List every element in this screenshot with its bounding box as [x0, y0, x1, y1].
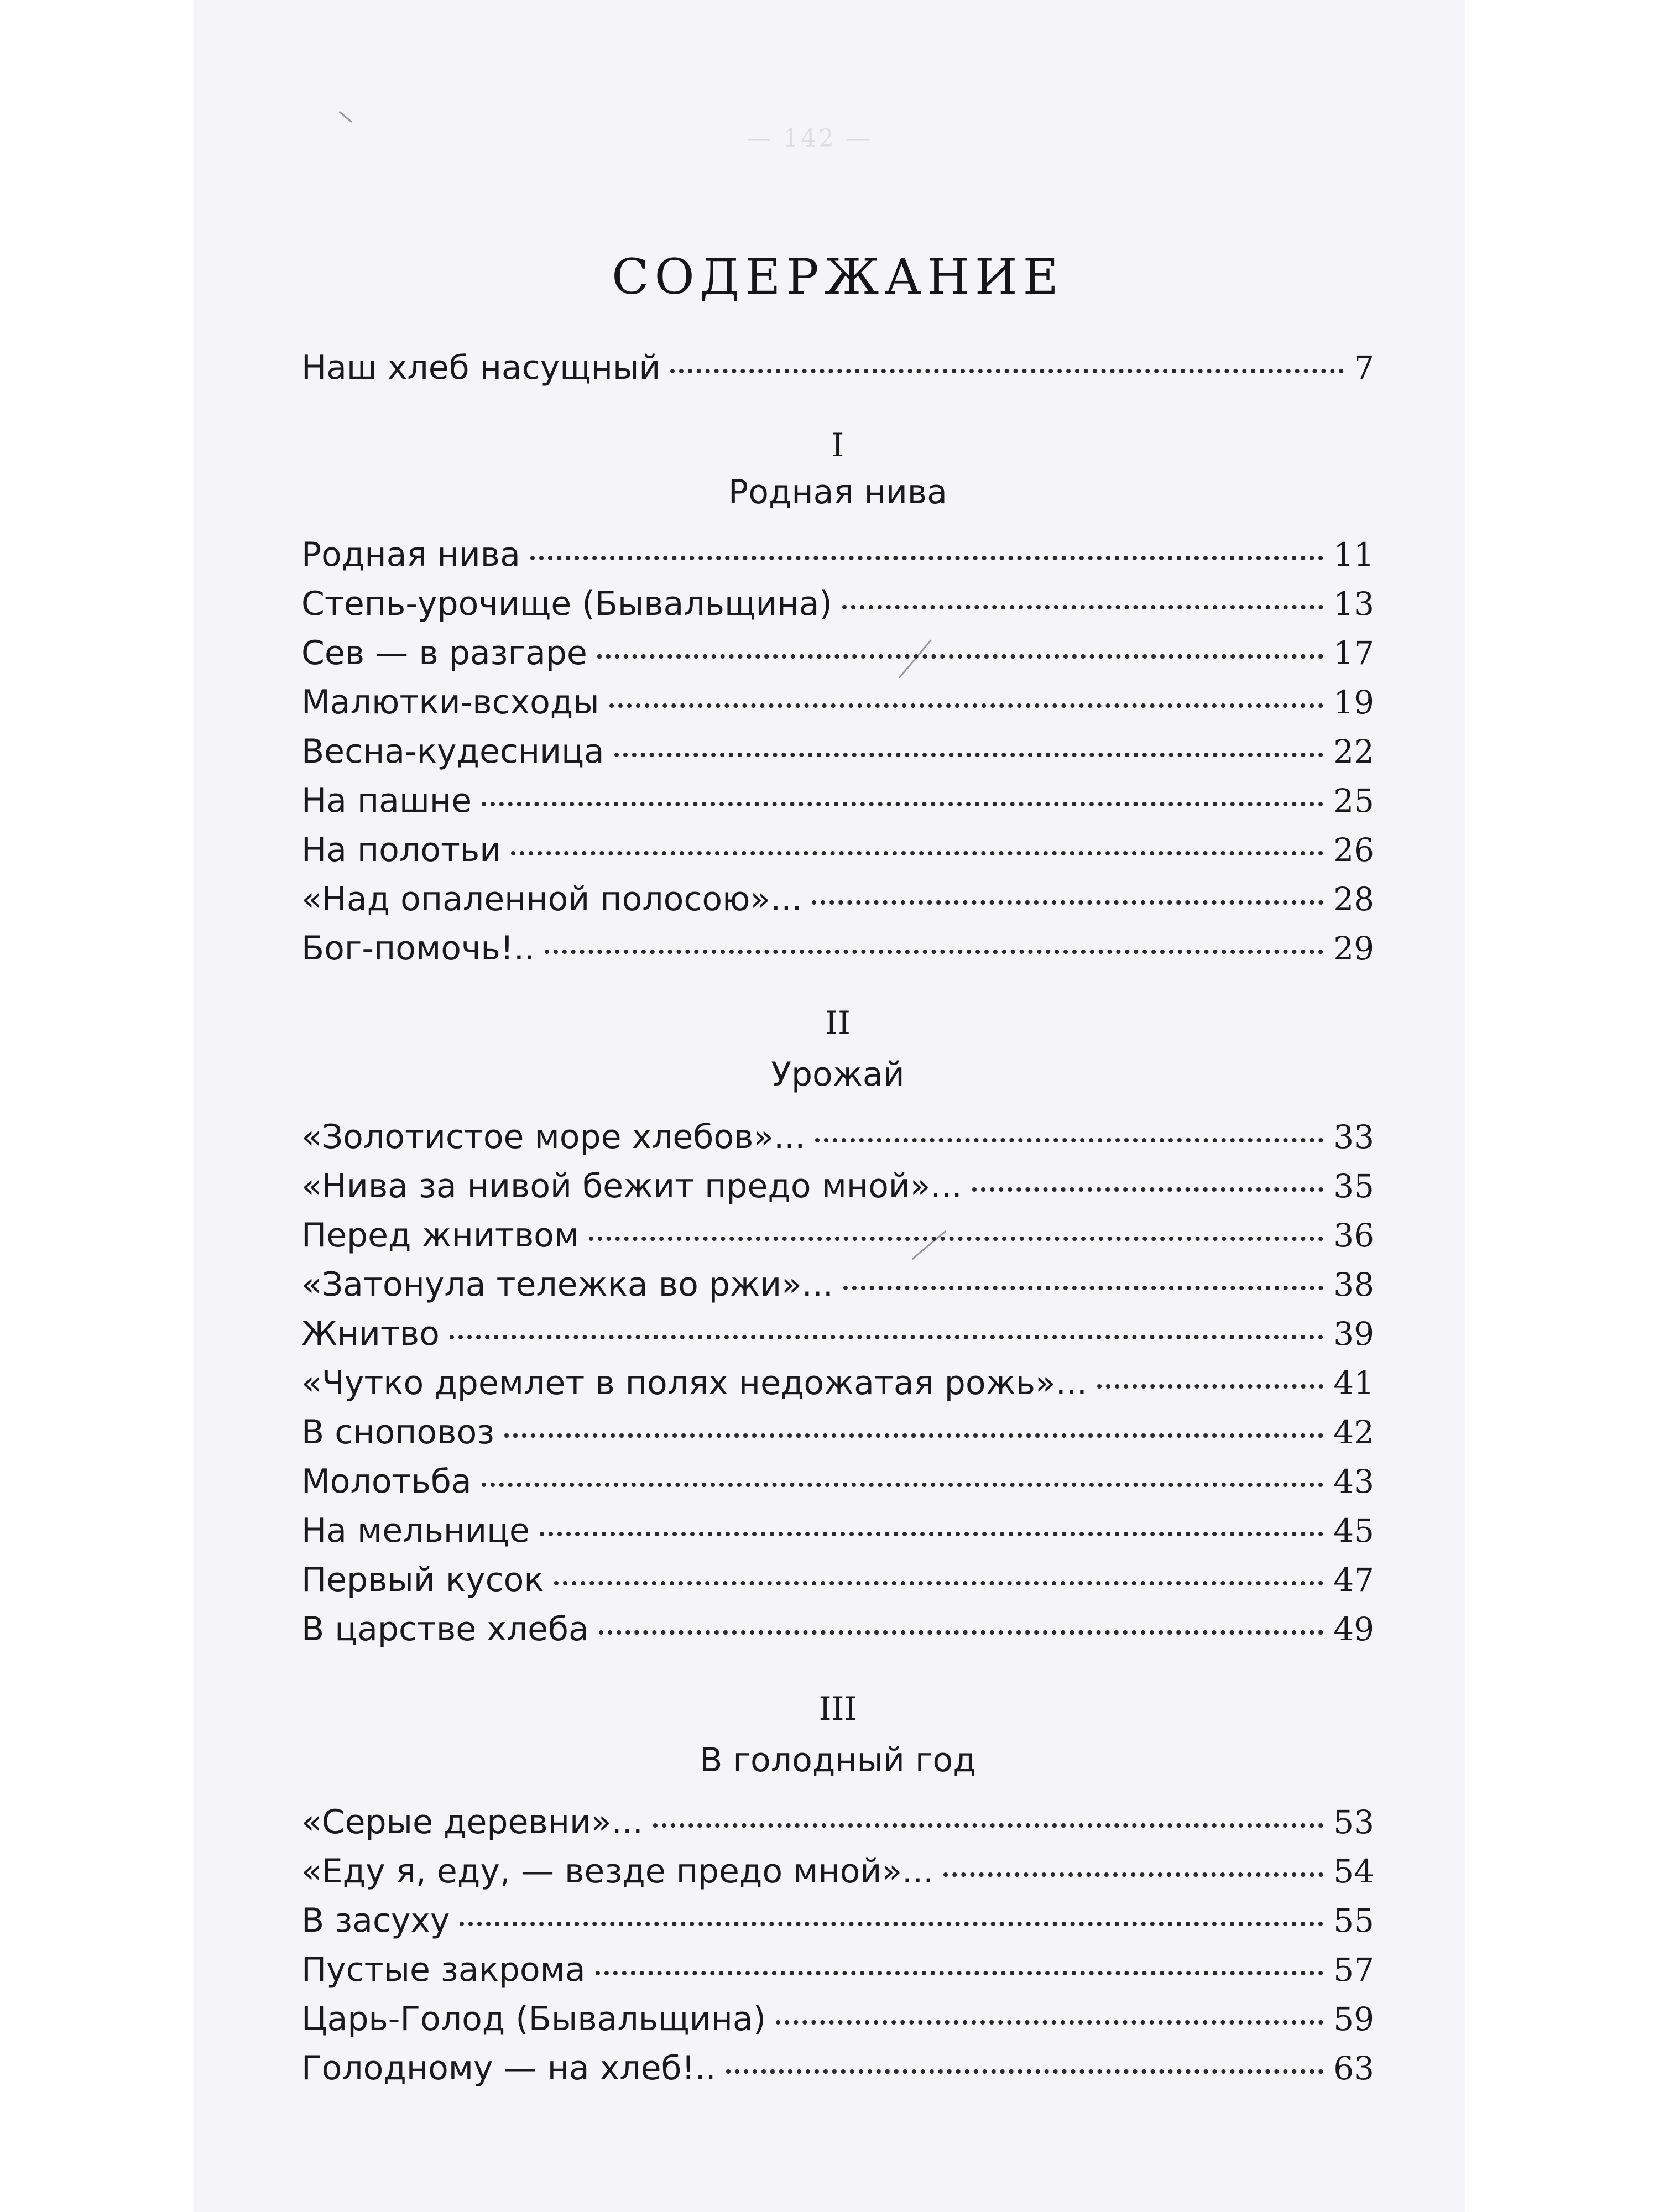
- dot-leader: [540, 1532, 1323, 1536]
- toc-entry: [301, 1364, 1374, 1402]
- dot-leader: [554, 1581, 1324, 1585]
- toc-entry-title: Молотьба: [301, 1462, 472, 1501]
- toc-entry: [301, 1511, 1374, 1550]
- toc-entry: [301, 1561, 1374, 1599]
- dot-leader: [545, 950, 1323, 954]
- toc-entry-title: На мельнице: [301, 1511, 530, 1550]
- toc-entry: [301, 880, 1374, 919]
- toc-entry-page: 28: [1333, 880, 1374, 918]
- toc-entry-page: 59: [1333, 2000, 1374, 2038]
- dot-leader: [653, 1823, 1323, 1828]
- toc-entry-title: В царстве хлеба: [301, 1610, 589, 1648]
- toc-entry: [301, 1413, 1374, 1452]
- dot-leader: [597, 654, 1323, 659]
- dot-leader: [972, 1187, 1323, 1192]
- toc-entry-page: 38: [1333, 1266, 1374, 1303]
- dot-leader: [504, 1433, 1323, 1438]
- part-title: В голодный год: [700, 1741, 976, 1780]
- dot-leader: [843, 1286, 1323, 1290]
- toc-entry-page: 17: [1333, 634, 1374, 672]
- toc-entry-title: «Серые деревни»...: [301, 1803, 643, 1841]
- dot-leader: [589, 1237, 1323, 1241]
- toc-entry: [301, 2049, 1374, 2088]
- toc-entry-title: Родная нива: [301, 535, 520, 574]
- toc-entry: [301, 1118, 1374, 1156]
- toc-entry-page: 22: [1333, 733, 1374, 770]
- toc-entry-page: 55: [1333, 1902, 1374, 1939]
- toc-entry-title: В сноповоз: [301, 1413, 495, 1452]
- toc-entry-page: 19: [1333, 684, 1374, 721]
- toc-entry-page: 39: [1333, 1315, 1374, 1353]
- toc-entry-title: «Затонула тележка во ржи»...: [301, 1265, 833, 1304]
- toc-entry: [301, 1950, 1374, 1989]
- toc-entry-title: Царь-Голод (Бывальщина): [301, 2000, 766, 2038]
- toc-entry: [301, 732, 1374, 771]
- toc-entry-title: Жнитво: [301, 1314, 440, 1353]
- toc-entry-title: Голодному — на хлеб!..: [301, 2049, 716, 2088]
- toc-entry-page: 45: [1333, 1512, 1374, 1550]
- toc-entry: [301, 1265, 1374, 1304]
- toc-title: СОДЕРЖАНИЕ: [612, 248, 1064, 305]
- toc-entry-title: Бог-помочь!..: [301, 929, 535, 968]
- dot-leader: [812, 900, 1323, 905]
- toc-entry-page: 25: [1333, 782, 1374, 820]
- toc-entry: [301, 348, 1374, 387]
- toc-entry: [301, 1610, 1374, 1648]
- toc-entry-title: Весна-кудесница: [301, 732, 604, 771]
- dot-leader: [450, 1335, 1323, 1339]
- toc-entry: [301, 1167, 1374, 1206]
- toc-entry-page: 41: [1333, 1364, 1374, 1402]
- toc-entry: [301, 929, 1374, 968]
- dot-leader: [1097, 1384, 1323, 1389]
- dot-leader: [511, 851, 1323, 855]
- toc-entry: [301, 1314, 1374, 1353]
- toc-entry-page: 63: [1333, 2049, 1374, 2087]
- dot-leader: [776, 2020, 1323, 2025]
- toc-entry-page: 35: [1333, 1167, 1374, 1205]
- toc-entry: [301, 781, 1374, 820]
- toc-entry: [301, 2000, 1374, 2038]
- part-numeral: III: [818, 1690, 857, 1728]
- toc-entry-title: Наш хлеб насущный: [301, 348, 661, 387]
- show-through-folio: — 142 —: [747, 124, 873, 153]
- dot-leader: [609, 703, 1324, 708]
- part-title: Родная нива: [728, 473, 947, 512]
- part-numeral: I: [831, 426, 844, 464]
- toc-entry-title: В засуху: [301, 1901, 450, 1940]
- toc-entry-title: Первый кусок: [301, 1561, 544, 1599]
- toc-entry-page: 11: [1333, 536, 1374, 573]
- part-title: Урожай: [771, 1055, 905, 1094]
- toc-entry-page: 42: [1333, 1413, 1374, 1451]
- toc-entry: [301, 1852, 1374, 1891]
- toc-entry-page: 13: [1333, 585, 1374, 623]
- toc-entry-page: 29: [1333, 930, 1374, 967]
- toc-entry-page: 57: [1333, 1951, 1374, 1989]
- dot-leader: [670, 369, 1344, 373]
- toc-entry-title: Малютки-всходы: [301, 683, 599, 722]
- dot-leader: [815, 1138, 1323, 1142]
- toc-entry-page: 26: [1333, 831, 1374, 869]
- toc-entry-page: 36: [1333, 1217, 1374, 1254]
- toc-entry: [301, 683, 1374, 722]
- dot-leader: [530, 556, 1323, 560]
- dot-leader: [482, 1483, 1324, 1487]
- toc-entry: [301, 1803, 1374, 1841]
- book-page: [194, 0, 1465, 2212]
- toc-entry-page: 33: [1333, 1118, 1374, 1156]
- dot-leader: [596, 1971, 1324, 1975]
- toc-entry-page: 49: [1333, 1610, 1374, 1648]
- toc-entry-title: «Нива за нивой бежит предо мной»...: [301, 1167, 962, 1206]
- toc-entry-title: Перед жнитвом: [301, 1216, 580, 1255]
- toc-entry: [301, 831, 1374, 869]
- toc-entry: [301, 585, 1374, 623]
- toc-entry: [301, 1216, 1374, 1255]
- dot-leader: [614, 753, 1324, 757]
- toc-entry-title: На пашне: [301, 781, 472, 820]
- toc-entry-title: «Золотистое море хлебов»...: [301, 1118, 806, 1156]
- toc-entry: [301, 535, 1374, 574]
- dot-leader: [460, 1922, 1323, 1926]
- toc-entry-page: 54: [1333, 1853, 1374, 1890]
- toc-entry: [301, 1462, 1374, 1501]
- dot-leader: [599, 1630, 1323, 1635]
- toc-entry: [301, 634, 1374, 672]
- toc-entry-title: Сев — в разгаре: [301, 634, 587, 672]
- dot-leader: [726, 2069, 1323, 2074]
- dot-leader: [482, 802, 1323, 806]
- toc-entry-title: «Чутко дремлет в полях недожатая рожь»...: [301, 1364, 1087, 1402]
- dot-leader: [842, 605, 1323, 609]
- toc-entry-page: 53: [1333, 1803, 1374, 1841]
- toc-entry-page: 47: [1333, 1561, 1374, 1599]
- toc-entry-page: 43: [1333, 1463, 1374, 1500]
- toc-entry-page: 7: [1354, 349, 1374, 387]
- toc-entry-title: «Еду я, еду, — везде предо мной»...: [301, 1852, 934, 1891]
- toc-entry-title: «Над опаленной полосою»...: [301, 880, 802, 919]
- toc-entry-title: На полотьи: [301, 831, 502, 869]
- toc-entry-title: Пустые закрома: [301, 1950, 586, 1989]
- part-numeral: II: [825, 1004, 851, 1042]
- dot-leader: [943, 1872, 1323, 1877]
- pen-stroke: [339, 111, 353, 123]
- toc-entry-title: Степь-урочище (Бывальщина): [301, 585, 832, 623]
- toc-entry: [301, 1901, 1374, 1940]
